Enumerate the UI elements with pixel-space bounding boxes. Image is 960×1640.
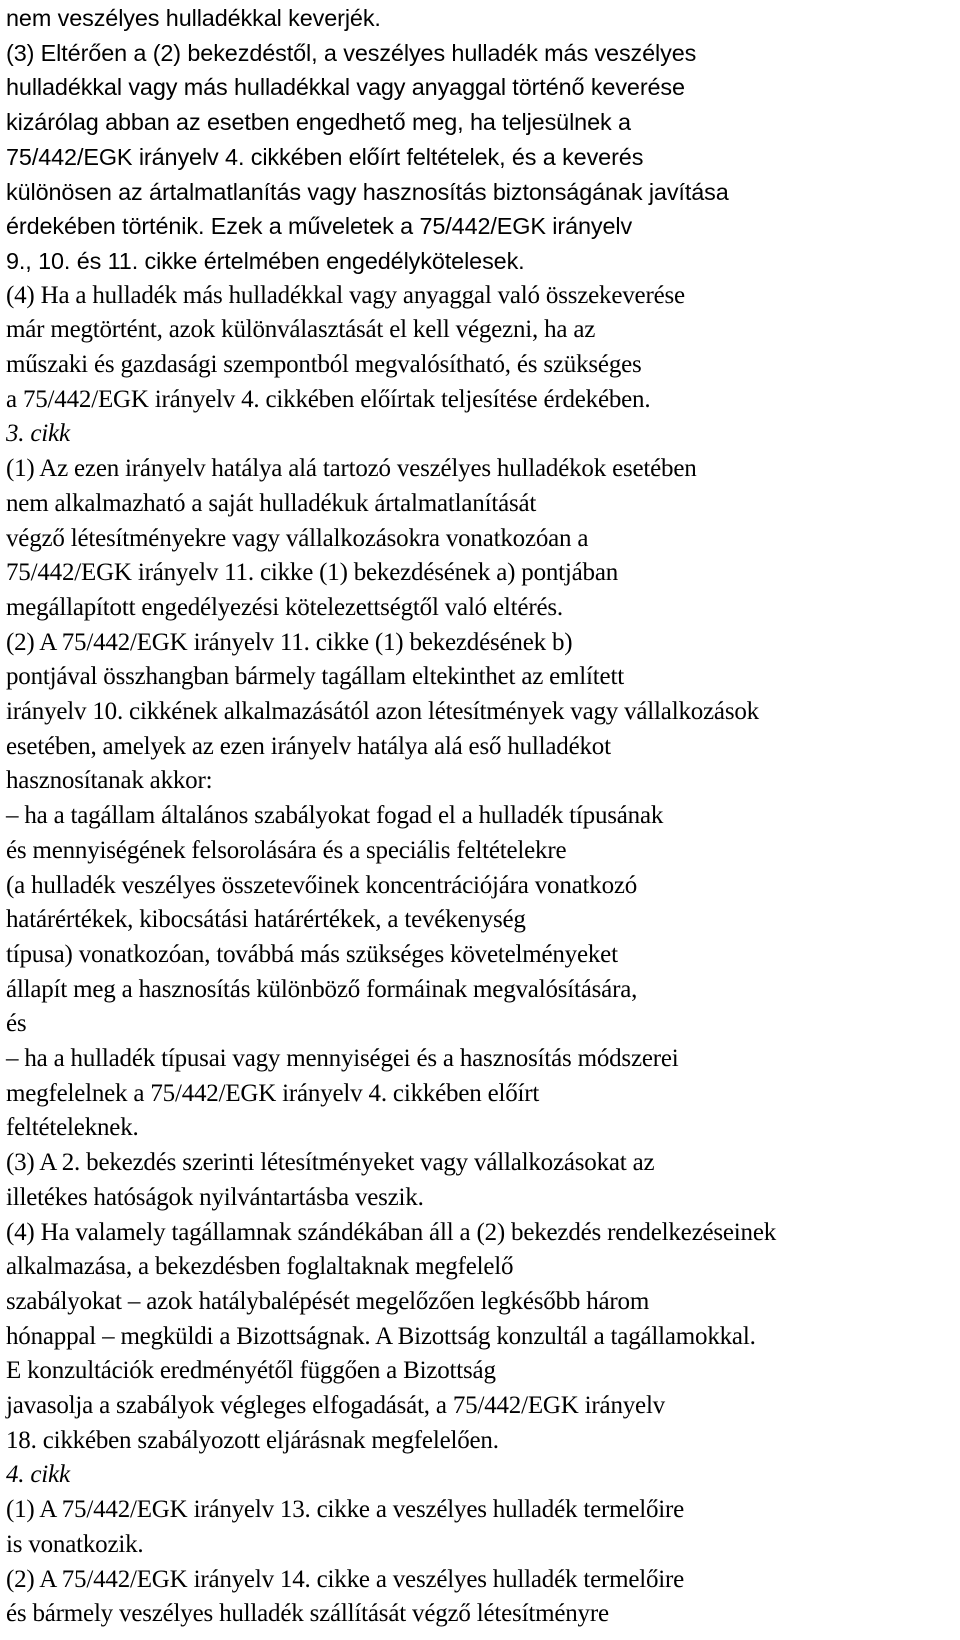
text-line: irányelv 10. cikkének alkalmazásától azon létesítmények vagy vállalkozások	[6, 698, 759, 725]
text-line: – ha a hulladék típusai vagy mennyiségei és a hasznosítás módszerei	[6, 1045, 679, 1072]
text-line: 75/442/EGK irányelv 4. cikkében előírt feltételek, és a keverés	[6, 143, 644, 170]
text-line: (4) Ha valamely tagállamnak szándékában áll a (2) bekezdés rendelkezéseinek	[6, 1218, 777, 1246]
text-line: és mennyiségének felsorolására és a speciális feltételekre	[6, 836, 567, 864]
text-line: és	[6, 1010, 27, 1038]
text-line: nem alkalmazható a saját hulladékuk ártalmatlanítását	[6, 489, 537, 517]
text-line: 75/442/EGK irányelv 11. cikke (1) bekezdésének a) pontjában	[6, 559, 619, 587]
text-line: végző létesítményekre vagy vállalkozásokra vonatkozóan a	[6, 524, 589, 552]
text-line: (3) A 2. bekezdés szerinti létesítményeket vagy vállalkozásokat az	[6, 1149, 655, 1177]
article-heading: 3. cikk	[6, 420, 70, 448]
text-line: kizárólag abban az esetben engedhető meg, ha teljesülnek a	[6, 109, 631, 136]
text-line: típusa) vonatkozóan, továbbá más szükséges követelményeket	[6, 940, 618, 968]
text-line: műszaki és gazdasági szempontból megvalósítható, és szükséges	[6, 351, 642, 378]
text-line: különösen az ártalmatlanítás vagy hasznosítás biztonságának javítása	[6, 178, 729, 205]
text-line: hónappal – megküldi a Bizottságnak. A Bizottság konzultál a tagállamokkal.	[6, 1322, 756, 1350]
text-line: is vonatkozik.	[6, 1530, 144, 1558]
text-line: (a hulladék veszélyes összetevőinek koncentrációjára vonatkozó	[6, 871, 638, 899]
text-line: (3) Eltérően a (2) bekezdéstől, a veszélyes hulladék más veszélyes	[6, 39, 697, 66]
text-line: már megtörtént, azok különválasztását el kell végezni, ha az	[6, 316, 596, 344]
text-line: (2) A 75/442/EGK irányelv 14. cikke a veszélyes hulladék termelőire	[6, 1565, 685, 1593]
text-line: (2) A 75/442/EGK irányelv 11. cikke (1) bekezdésének b)	[6, 628, 573, 656]
text-line: feltételeknek.	[6, 1114, 139, 1142]
text-line: hasznosítanak akkor:	[6, 767, 213, 795]
text-line: esetében, amelyek az ezen irányelv hatálya alá eső hulladékot	[6, 732, 611, 760]
text-line: szabályokat – azok hatálybalépését megelőzően legkésőbb három	[6, 1287, 650, 1315]
text-line: nem veszélyes hulladékkal keverjék.	[6, 5, 381, 31]
text-line: javasolja a szabályok végleges elfogadását, a 75/442/EGK irányelv	[6, 1392, 665, 1419]
text-line: megállapított engedélyezési kötelezettségtől való eltérés.	[6, 593, 563, 621]
text-line: határértékek, kibocsátási határértékek, a tevékenység	[6, 906, 526, 934]
text-line: és bármely veszélyes hulladék szállítását végző létesítményre	[6, 1600, 609, 1628]
article-heading: 4. cikk	[6, 1461, 70, 1489]
text-line: 18. cikkében szabályozott eljárásnak megfelelően.	[6, 1426, 499, 1454]
text-line: hulladékkal vagy más hulladékkal vagy anyaggal történő keverése	[6, 74, 685, 101]
text-line: alkalmazása, a bekezdésben foglaltaknak megfelelő	[6, 1253, 514, 1281]
text-line: (1) A 75/442/EGK irányelv 13. cikke a veszélyes hulladék termelőire	[6, 1496, 685, 1524]
text-line: (1) Az ezen irányelv hatálya alá tartozó veszélyes hulladékok esetében	[6, 455, 697, 483]
text-line: érdekében történik. Ezek a műveletek a 75/442/EGK irányelv	[6, 213, 633, 240]
text-line: a 75/442/EGK irányelv 4. cikkében előírtak teljesítése érdekében.	[6, 385, 651, 413]
text-line: megfelelnek a 75/442/EGK irányelv 4. cikkében előírt	[6, 1079, 540, 1107]
text-line: 9., 10. és 11. cikke értelmében engedélykötelesek.	[6, 247, 525, 274]
text-line: illetékes hatóságok nyilvántartásba veszik.	[6, 1183, 424, 1211]
text-line: E konzultációk eredményétől függően a Bizottság	[6, 1357, 496, 1385]
text-line: (4) Ha a hulladék más hulladékkal vagy anyaggal való összekeverése	[6, 281, 685, 309]
text-line: – ha a tagállam általános szabályokat fogad el a hulladék típusának	[6, 802, 664, 830]
text-line: pontjával összhangban bármely tagállam eltekinthet az említett	[6, 663, 624, 691]
text-line: állapít meg a hasznosítás különböző formáinak megvalósítására,	[6, 975, 638, 1003]
